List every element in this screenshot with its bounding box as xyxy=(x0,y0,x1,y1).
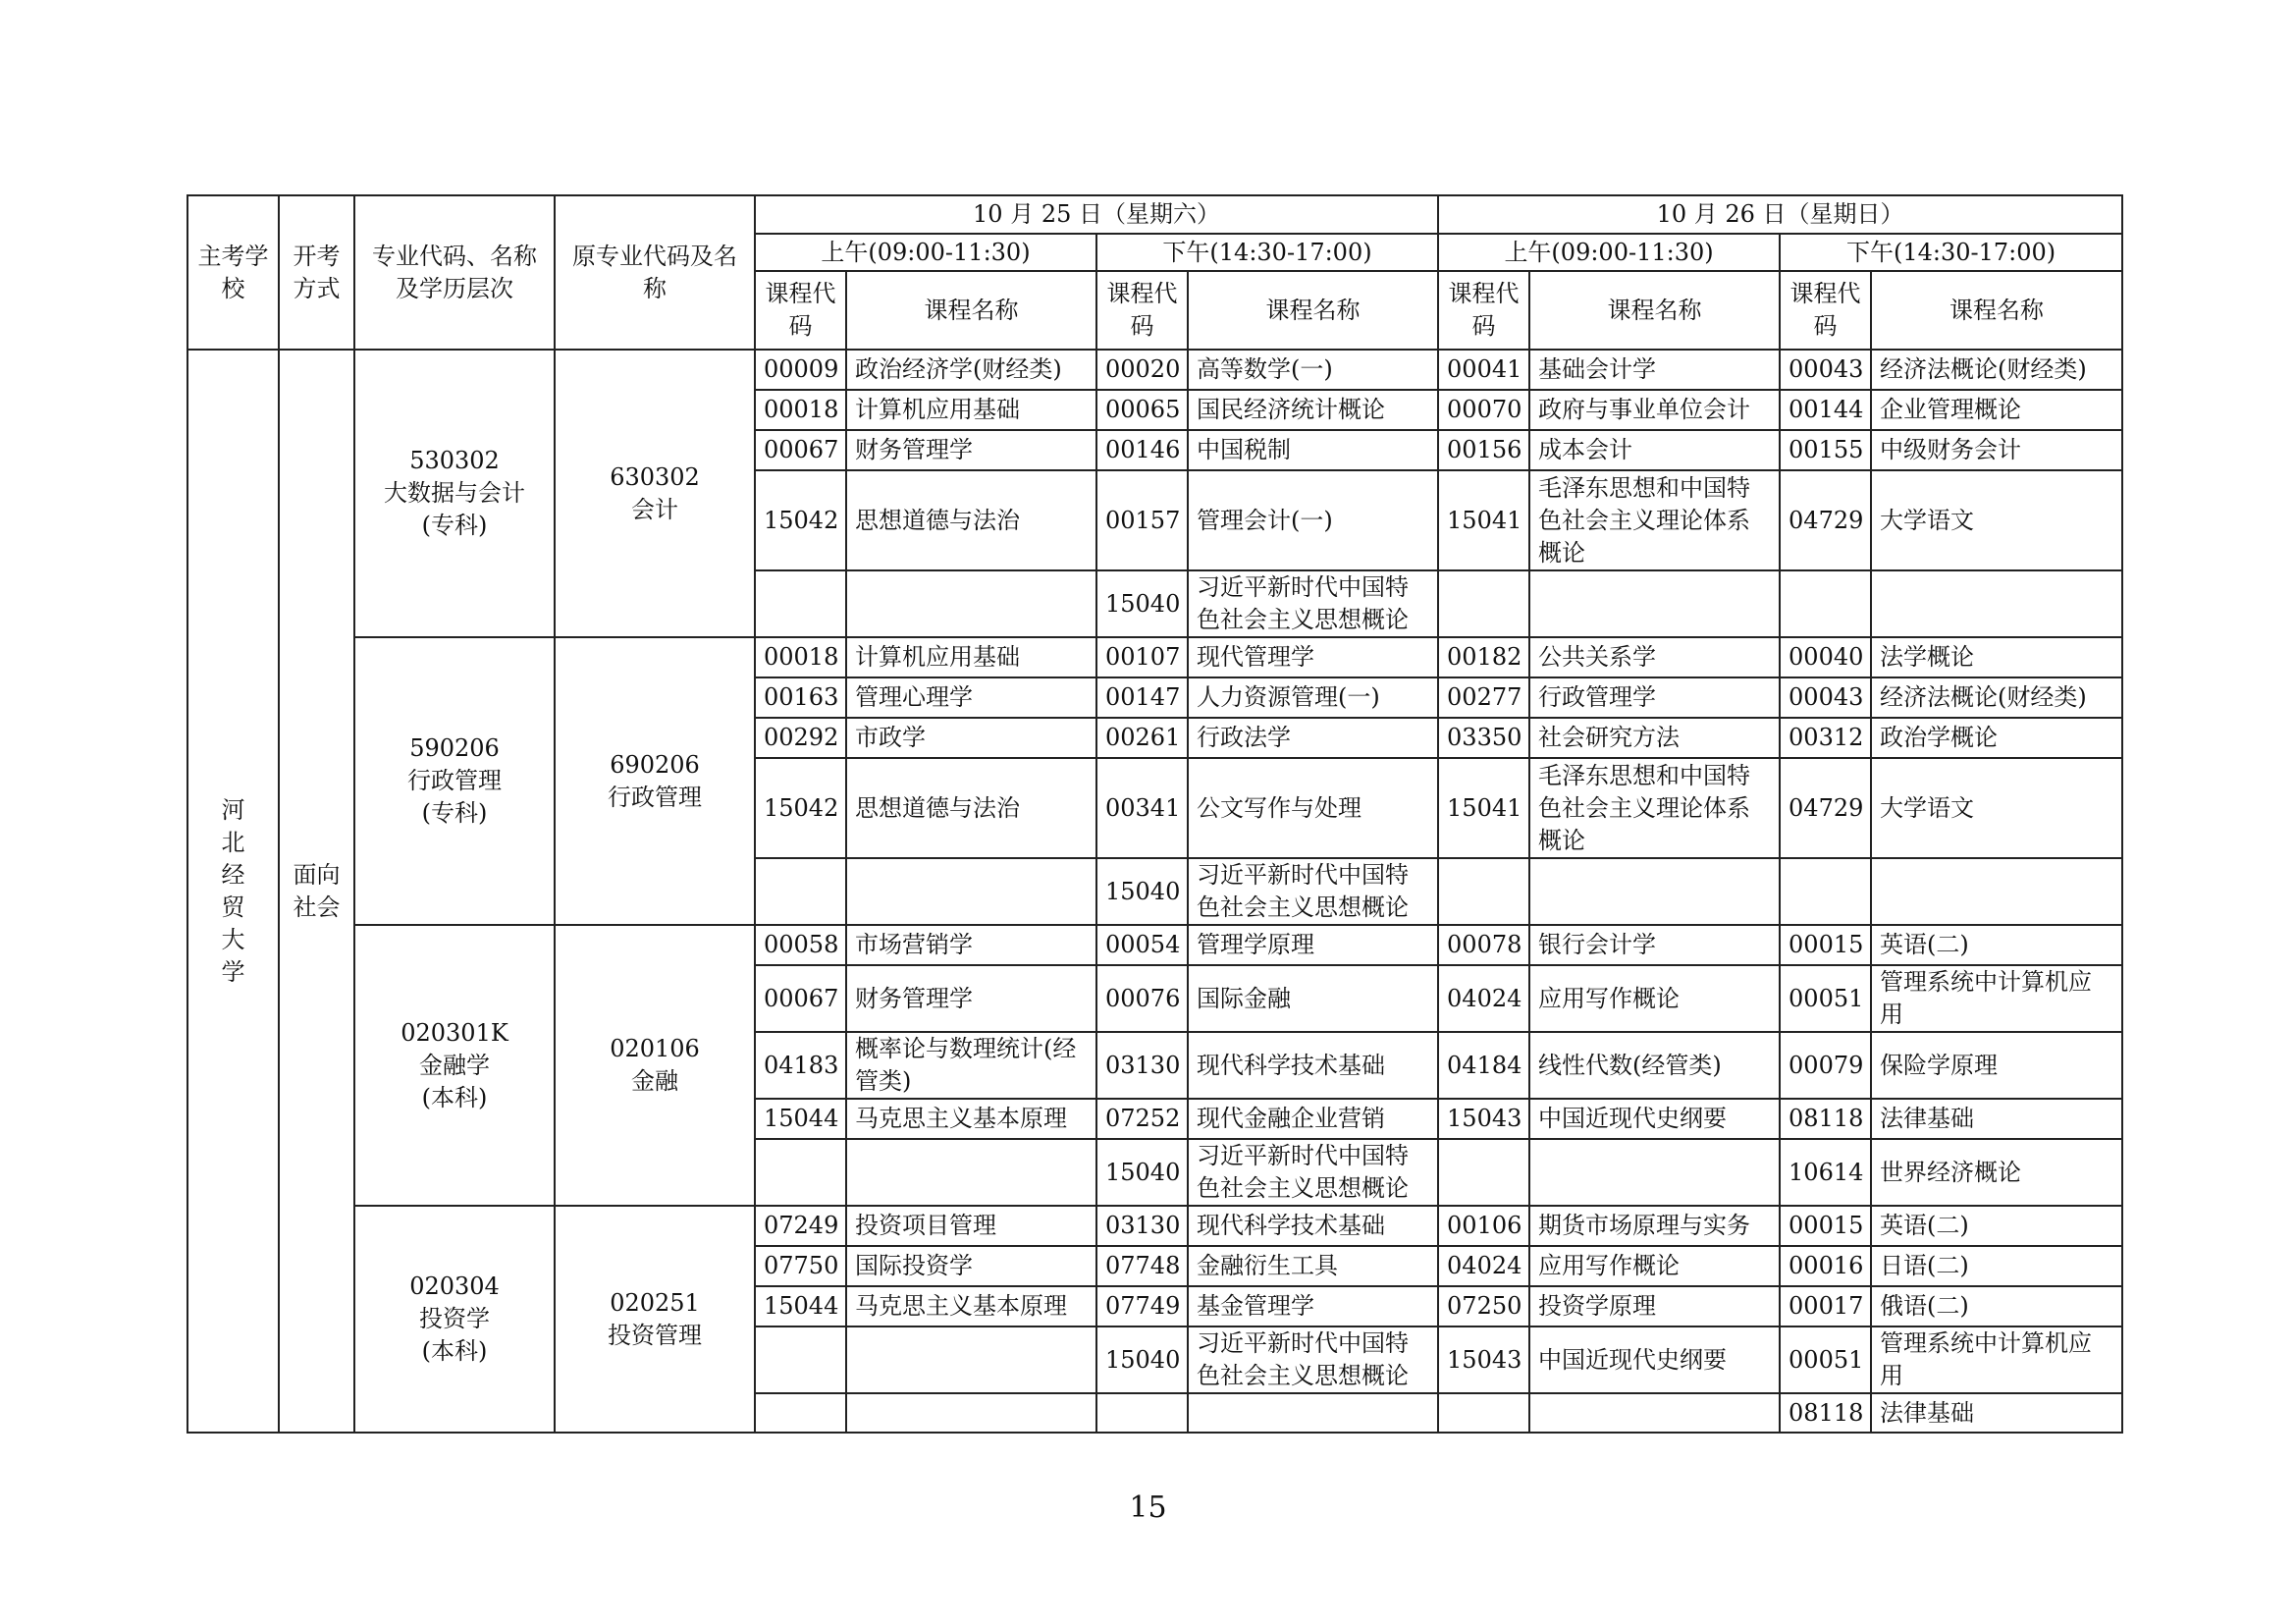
exam-mode-cell xyxy=(279,350,354,1433)
major-level: (本科) xyxy=(421,1083,488,1111)
course-name-cell: 成本会计 xyxy=(1529,430,1780,470)
course-name-cell: 计算机应用基础 xyxy=(846,637,1096,677)
course-code-cell xyxy=(755,1326,846,1393)
major-cell xyxy=(354,637,555,925)
table-row xyxy=(187,350,2122,390)
orig-major-cell xyxy=(555,1206,755,1433)
header-course-code: 课程代码 xyxy=(1096,271,1188,350)
header-course-name: 课程名称 xyxy=(1871,271,2122,350)
course-code-cell: 00058 xyxy=(755,925,846,965)
course-name-cell: 大学语文 xyxy=(1871,470,2122,570)
course-name-cell: 国际金融 xyxy=(1188,965,1438,1032)
header-day2-pm: 下午(14:30-17:00) xyxy=(1780,234,2122,271)
course-code-cell: 15044 xyxy=(755,1099,846,1139)
course-name-cell xyxy=(846,1326,1096,1393)
course-code-cell: 00079 xyxy=(1780,1032,1871,1099)
orig-major-orig-name: 投资管理 xyxy=(608,1321,702,1349)
course-name-cell: 法律基础 xyxy=(1871,1099,2122,1139)
course-name-cell: 俄语(二) xyxy=(1871,1286,2122,1326)
course-code-cell: 00054 xyxy=(1096,925,1188,965)
header-mode: 开考方式 xyxy=(279,195,354,350)
course-code-cell: 00144 xyxy=(1780,390,1871,430)
table-row xyxy=(187,925,2122,965)
course-code-cell: 00182 xyxy=(1438,637,1529,677)
header-day1-pm: 下午(14:30-17:00) xyxy=(1096,234,1438,271)
course-name-cell: 世界经济概论 xyxy=(1871,1139,2122,1206)
course-name-cell: 管理会计(一) xyxy=(1188,470,1438,570)
course-name-cell: 管理系统中计算机应用 xyxy=(1871,1326,2122,1393)
orig-major-orig-code: 020106 xyxy=(610,1035,700,1062)
course-name-cell: 大学语文 xyxy=(1871,758,2122,858)
course-name-cell: 现代金融企业营销 xyxy=(1188,1099,1438,1139)
table-row xyxy=(187,637,2122,677)
orig-major-orig-name: 会计 xyxy=(631,495,678,523)
course-name-cell: 线性代数(经管类) xyxy=(1529,1032,1780,1099)
header-row-days xyxy=(187,195,2122,234)
course-name-cell: 基础会计学 xyxy=(1529,350,1780,390)
course-name-cell: 政府与事业单位会计 xyxy=(1529,390,1780,430)
course-code-cell: 07750 xyxy=(755,1246,846,1286)
course-name-cell: 思想道德与法治 xyxy=(846,758,1096,858)
course-code-cell: 03130 xyxy=(1096,1206,1188,1246)
course-code-cell: 00156 xyxy=(1438,430,1529,470)
course-code-cell xyxy=(755,858,846,925)
course-code-cell: 00067 xyxy=(755,430,846,470)
major-code: 530302 xyxy=(409,447,500,474)
course-name-cell: 基金管理学 xyxy=(1188,1286,1438,1326)
course-name-cell: 习近平新时代中国特色社会主义思想概论 xyxy=(1188,1139,1438,1206)
course-name-cell: 国民经济统计概论 xyxy=(1188,390,1438,430)
course-code-cell: 15044 xyxy=(755,1286,846,1326)
course-name-cell xyxy=(846,1393,1096,1433)
course-name-cell: 法律基础 xyxy=(1871,1393,2122,1433)
major-level: (专科) xyxy=(421,512,488,539)
course-code-cell: 04024 xyxy=(1438,965,1529,1032)
orig-major-cell xyxy=(555,637,755,925)
course-code-cell: 15042 xyxy=(755,758,846,858)
header-day2-am: 上午(09:00-11:30) xyxy=(1438,234,1780,271)
exam-mode-part: 社会 xyxy=(293,893,341,921)
header-course-name: 课程名称 xyxy=(846,271,1096,350)
course-name-cell: 毛泽东思想和中国特色社会主义理论体系概论 xyxy=(1529,758,1780,858)
course-name-cell: 思想道德与法治 xyxy=(846,470,1096,570)
course-code-cell: 00015 xyxy=(1780,1206,1871,1246)
course-name-cell xyxy=(1871,570,2122,637)
major-name: 行政管理 xyxy=(407,767,502,794)
course-name-cell: 经济法概论(财经类) xyxy=(1871,350,2122,390)
course-code-cell: 10614 xyxy=(1780,1139,1871,1206)
course-code-cell: 00146 xyxy=(1096,430,1188,470)
course-code-cell xyxy=(1780,858,1871,925)
course-name-cell: 中国近现代史纲要 xyxy=(1529,1099,1780,1139)
course-code-cell: 15042 xyxy=(755,470,846,570)
course-code-cell: 00312 xyxy=(1780,718,1871,758)
course-name-cell: 应用写作概论 xyxy=(1529,965,1780,1032)
course-name-cell xyxy=(846,1139,1096,1206)
course-code-cell: 00043 xyxy=(1780,677,1871,718)
course-name-cell: 公共关系学 xyxy=(1529,637,1780,677)
course-code-cell: 15043 xyxy=(1438,1099,1529,1139)
course-code-cell: 00067 xyxy=(755,965,846,1032)
course-name-cell: 马克思主义基本原理 xyxy=(846,1099,1096,1139)
course-name-cell: 英语(二) xyxy=(1871,925,2122,965)
course-name-cell: 管理心理学 xyxy=(846,677,1096,718)
course-code-cell: 03350 xyxy=(1438,718,1529,758)
course-name-cell: 中国税制 xyxy=(1188,430,1438,470)
course-name-cell: 高等数学(一) xyxy=(1188,350,1438,390)
header-day1-am: 上午(09:00-11:30) xyxy=(755,234,1096,271)
major-cell xyxy=(354,925,555,1206)
course-code-cell xyxy=(755,1139,846,1206)
course-code-cell xyxy=(1096,1393,1188,1433)
course-name-cell: 习近平新时代中国特色社会主义思想概论 xyxy=(1188,570,1438,637)
course-code-cell xyxy=(1438,1139,1529,1206)
course-name-cell: 市政学 xyxy=(846,718,1096,758)
course-code-cell: 00106 xyxy=(1438,1206,1529,1246)
school-cell xyxy=(187,350,279,1433)
course-code-cell xyxy=(755,570,846,637)
course-code-cell: 15043 xyxy=(1438,1326,1529,1393)
course-name-cell: 习近平新时代中国特色社会主义思想概论 xyxy=(1188,858,1438,925)
course-name-cell: 投资项目管理 xyxy=(846,1206,1096,1246)
header-course-name: 课程名称 xyxy=(1188,271,1438,350)
major-code: 020301K xyxy=(400,1018,508,1047)
course-name-cell: 投资学原理 xyxy=(1529,1286,1780,1326)
header-course-code: 课程代码 xyxy=(755,271,846,350)
course-code-cell: 04729 xyxy=(1780,470,1871,570)
course-code-cell: 00341 xyxy=(1096,758,1188,858)
course-name-cell xyxy=(1188,1393,1438,1433)
page-number: 15 xyxy=(1129,1490,1167,1525)
school-char: 北 xyxy=(221,828,245,856)
course-code-cell xyxy=(1438,1393,1529,1433)
major-level: (专科) xyxy=(421,799,488,827)
course-code-cell: 08118 xyxy=(1780,1393,1871,1433)
header-day2: 10 月 26 日（星期日） xyxy=(1438,195,2122,234)
course-name-cell: 行政法学 xyxy=(1188,718,1438,758)
header-school: 主考学校 xyxy=(187,195,279,350)
course-name-cell: 现代管理学 xyxy=(1188,637,1438,677)
course-code-cell: 15041 xyxy=(1438,470,1529,570)
course-code-cell: 00009 xyxy=(755,350,846,390)
course-code-cell: 00070 xyxy=(1438,390,1529,430)
course-code-cell: 00017 xyxy=(1780,1286,1871,1326)
course-code-cell: 00020 xyxy=(1096,350,1188,390)
course-code-cell: 08118 xyxy=(1780,1099,1871,1139)
course-code-cell: 00018 xyxy=(755,390,846,430)
course-code-cell: 00041 xyxy=(1438,350,1529,390)
course-name-cell: 现代科学技术基础 xyxy=(1188,1032,1438,1099)
orig-major-cell xyxy=(555,925,755,1206)
school-char: 河 xyxy=(221,795,245,824)
header-course-name: 课程名称 xyxy=(1529,271,1780,350)
course-name-cell: 财务管理学 xyxy=(846,965,1096,1032)
table-row xyxy=(187,1206,2122,1246)
course-code-cell xyxy=(1438,570,1529,637)
course-code-cell: 00040 xyxy=(1780,637,1871,677)
course-code-cell: 03130 xyxy=(1096,1032,1188,1099)
course-code-cell xyxy=(1780,570,1871,637)
course-code-cell xyxy=(1438,858,1529,925)
course-code-cell: 07250 xyxy=(1438,1286,1529,1326)
major-name: 大数据与会计 xyxy=(384,479,525,507)
course-code-cell: 04183 xyxy=(755,1032,846,1099)
orig-major-orig-code: 020251 xyxy=(610,1288,700,1317)
course-name-cell: 马克思主义基本原理 xyxy=(846,1286,1096,1326)
course-name-cell: 公文写作与处理 xyxy=(1188,758,1438,858)
course-name-cell xyxy=(846,858,1096,925)
header-orig-major: 原专业代码及名称 xyxy=(555,195,755,350)
course-code-cell: 00043 xyxy=(1780,350,1871,390)
major-name: 金融学 xyxy=(419,1051,490,1079)
course-code-cell: 04024 xyxy=(1438,1246,1529,1286)
course-code-cell: 07749 xyxy=(1096,1286,1188,1326)
orig-major-cell xyxy=(555,350,755,637)
course-name-cell xyxy=(1871,858,2122,925)
course-name-cell: 毛泽东思想和中国特色社会主义理论体系概论 xyxy=(1529,470,1780,570)
course-name-cell: 中国近现代史纲要 xyxy=(1529,1326,1780,1393)
course-name-cell: 管理学原理 xyxy=(1188,925,1438,965)
course-name-cell: 政治经济学(财经类) xyxy=(846,350,1096,390)
orig-major-orig-name: 金融 xyxy=(631,1067,678,1095)
course-name-cell: 银行会计学 xyxy=(1529,925,1780,965)
course-name-cell: 计算机应用基础 xyxy=(846,390,1096,430)
course-code-cell: 00155 xyxy=(1780,430,1871,470)
major-code: 590206 xyxy=(409,734,500,762)
course-name-cell xyxy=(1529,1393,1780,1433)
course-code-cell: 15040 xyxy=(1096,570,1188,637)
school-char: 经 xyxy=(221,860,245,889)
course-code-cell: 00051 xyxy=(1780,1326,1871,1393)
schedule-body xyxy=(187,195,2122,1433)
course-code-cell: 00292 xyxy=(755,718,846,758)
exam-mode-part: 面向 xyxy=(293,860,341,889)
course-code-cell: 00107 xyxy=(1096,637,1188,677)
course-name-cell: 应用写作概论 xyxy=(1529,1246,1780,1286)
course-name-cell xyxy=(1529,858,1780,925)
course-code-cell: 07252 xyxy=(1096,1099,1188,1139)
course-code-cell: 00018 xyxy=(755,637,846,677)
school-char: 贸 xyxy=(221,893,245,921)
course-name-cell: 英语(二) xyxy=(1871,1206,2122,1246)
course-name-cell: 金融衍生工具 xyxy=(1188,1246,1438,1286)
course-code-cell: 00078 xyxy=(1438,925,1529,965)
course-name-cell: 行政管理学 xyxy=(1529,677,1780,718)
orig-major-orig-code: 690206 xyxy=(610,750,700,779)
course-code-cell: 00051 xyxy=(1780,965,1871,1032)
course-code-cell: 04184 xyxy=(1438,1032,1529,1099)
major-level: (本科) xyxy=(421,1337,488,1365)
course-code-cell: 00076 xyxy=(1096,965,1188,1032)
major-code: 020304 xyxy=(409,1272,500,1300)
course-code-cell: 00147 xyxy=(1096,677,1188,718)
major-cell xyxy=(354,350,555,637)
school-char: 学 xyxy=(221,957,245,986)
course-code-cell: 00157 xyxy=(1096,470,1188,570)
header-major: 专业代码、名称及学历层次 xyxy=(354,195,555,350)
course-name-cell: 企业管理概论 xyxy=(1871,390,2122,430)
course-code-cell: 00016 xyxy=(1780,1246,1871,1286)
course-code-cell: 07748 xyxy=(1096,1246,1188,1286)
course-name-cell xyxy=(1529,1139,1780,1206)
major-cell xyxy=(354,1206,555,1433)
course-code-cell: 00261 xyxy=(1096,718,1188,758)
course-code-cell: 15040 xyxy=(1096,858,1188,925)
course-name-cell: 法学概论 xyxy=(1871,637,2122,677)
course-code-cell xyxy=(755,1393,846,1433)
header-course-code: 课程代码 xyxy=(1780,271,1871,350)
orig-major-orig-name: 行政管理 xyxy=(608,783,702,811)
exam-schedule-table xyxy=(187,194,2123,1434)
course-code-cell: 15040 xyxy=(1096,1139,1188,1206)
header-day1: 10 月 25 日（星期六） xyxy=(755,195,1438,234)
course-name-cell: 习近平新时代中国特色社会主义思想概论 xyxy=(1188,1326,1438,1393)
course-name-cell: 市场营销学 xyxy=(846,925,1096,965)
course-code-cell: 00277 xyxy=(1438,677,1529,718)
school-char: 大 xyxy=(221,925,245,953)
course-name-cell: 概率论与数理统计(经管类) xyxy=(846,1032,1096,1099)
header-course-code: 课程代码 xyxy=(1438,271,1529,350)
course-code-cell: 15040 xyxy=(1096,1326,1188,1393)
course-code-cell: 00015 xyxy=(1780,925,1871,965)
course-name-cell: 人力资源管理(一) xyxy=(1188,677,1438,718)
course-name-cell: 社会研究方法 xyxy=(1529,718,1780,758)
orig-major-orig-code: 630302 xyxy=(610,462,700,491)
course-name-cell: 保险学原理 xyxy=(1871,1032,2122,1099)
course-name-cell xyxy=(846,570,1096,637)
course-name-cell: 现代科学技术基础 xyxy=(1188,1206,1438,1246)
course-name-cell: 管理系统中计算机应用 xyxy=(1871,965,2122,1032)
course-name-cell: 中级财务会计 xyxy=(1871,430,2122,470)
course-code-cell: 00163 xyxy=(755,677,846,718)
course-name-cell: 财务管理学 xyxy=(846,430,1096,470)
course-code-cell: 07249 xyxy=(755,1206,846,1246)
course-name-cell: 期货市场原理与实务 xyxy=(1529,1206,1780,1246)
course-name-cell: 日语(二) xyxy=(1871,1246,2122,1286)
major-name: 投资学 xyxy=(419,1305,490,1332)
course-name-cell: 经济法概论(财经类) xyxy=(1871,677,2122,718)
course-name-cell: 政治学概论 xyxy=(1871,718,2122,758)
course-name-cell xyxy=(1529,570,1780,637)
course-code-cell: 00065 xyxy=(1096,390,1188,430)
course-name-cell: 国际投资学 xyxy=(846,1246,1096,1286)
course-code-cell: 15041 xyxy=(1438,758,1529,858)
course-code-cell: 04729 xyxy=(1780,758,1871,858)
